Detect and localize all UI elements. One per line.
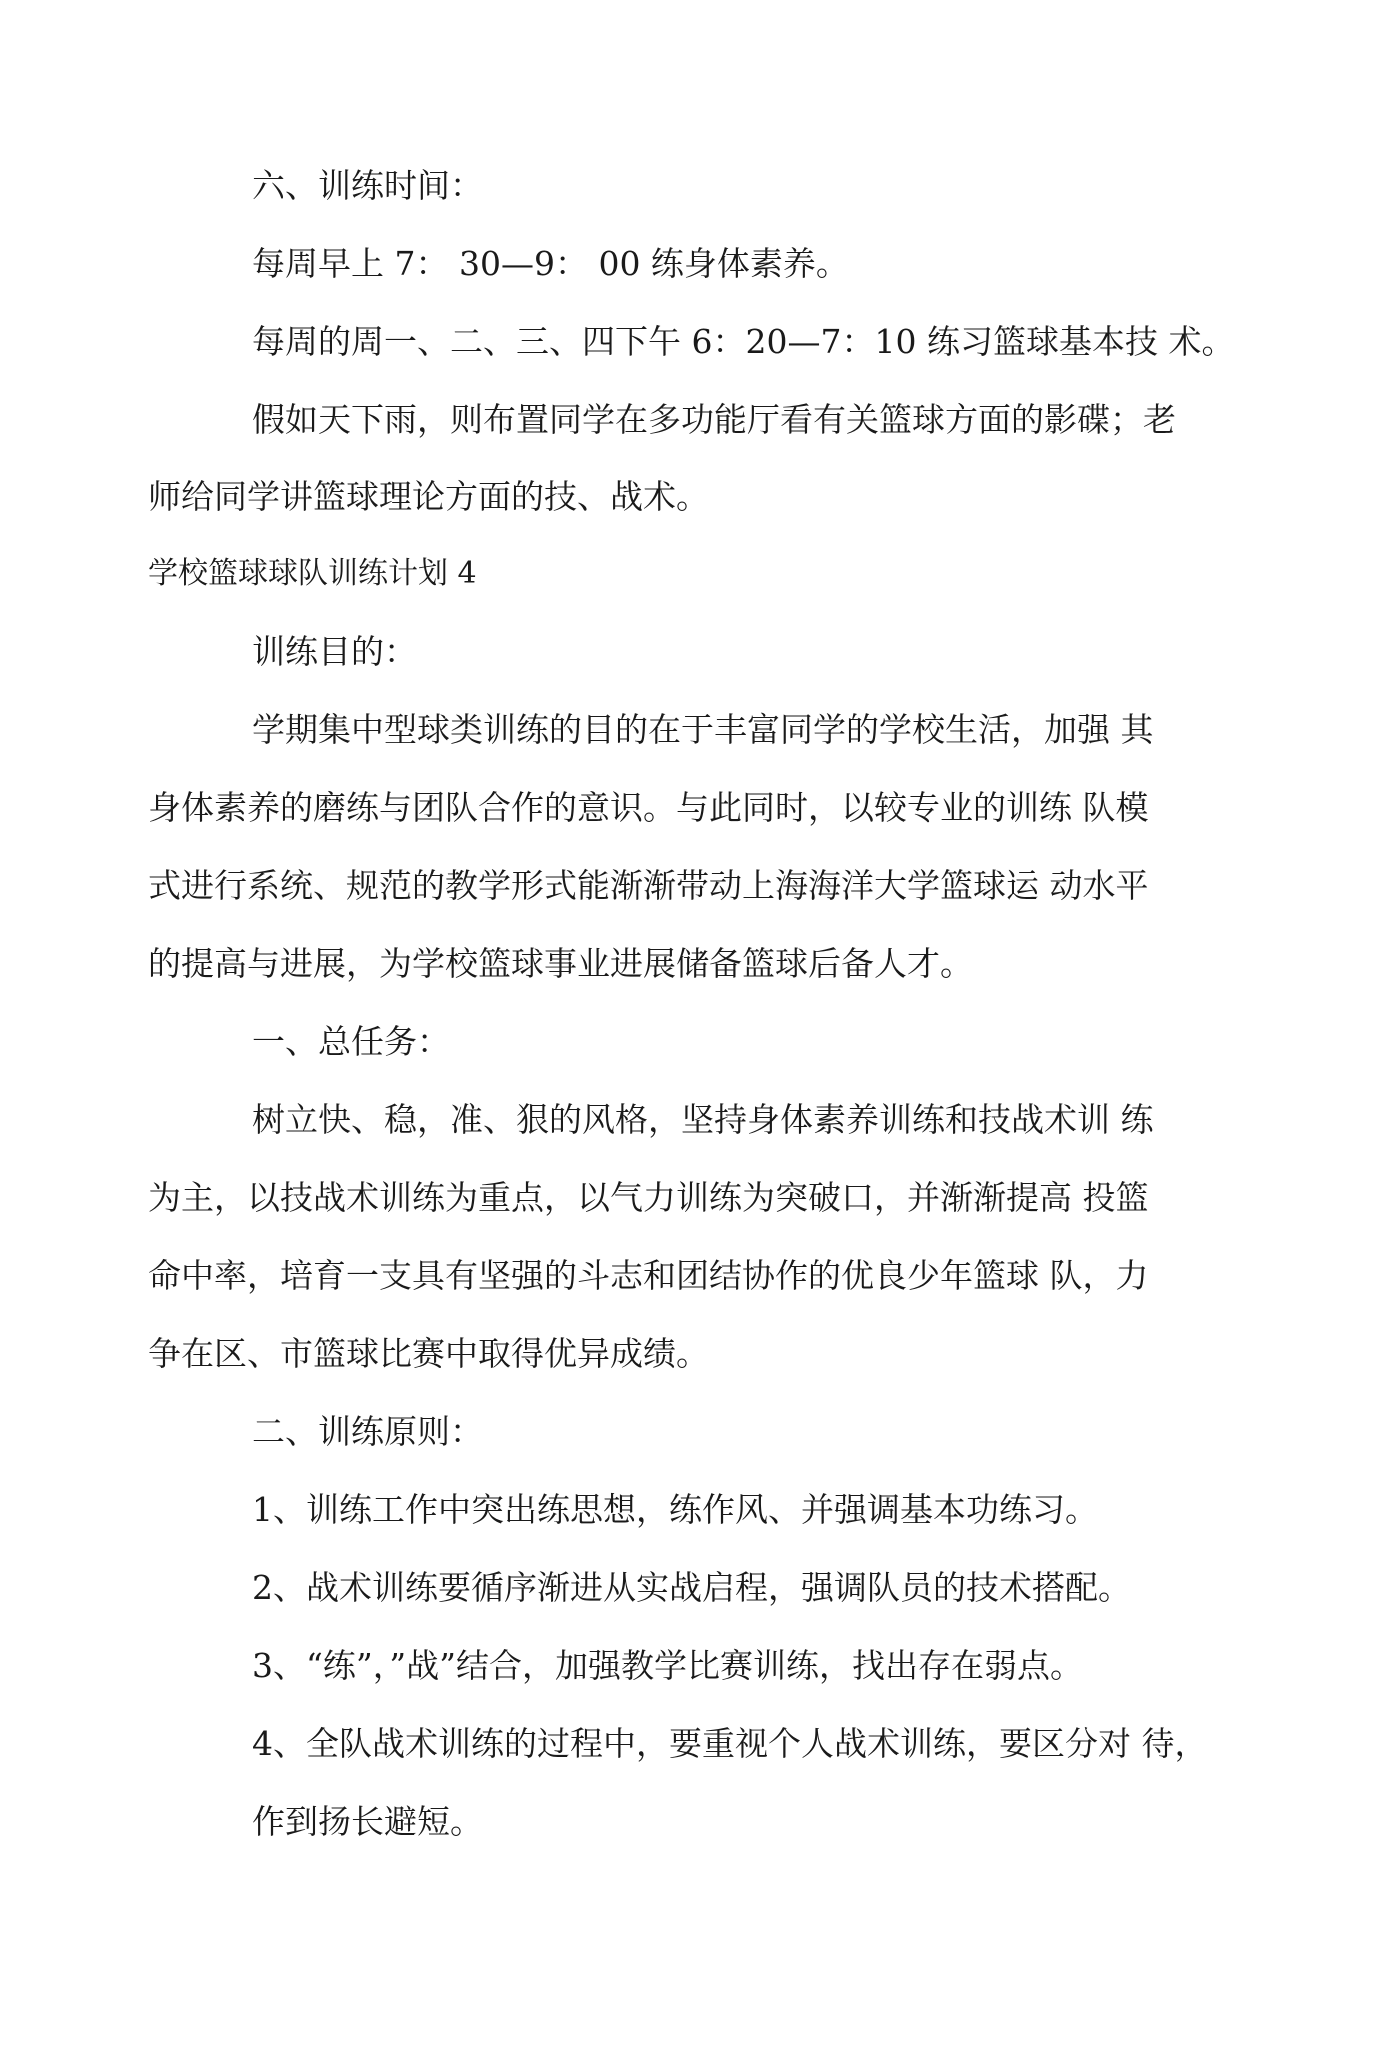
paragraph-line: 的提高与进展，为学校篮球事业进展储备篮球后备人才。: [148, 944, 973, 983]
paragraph-line: 争在区、市篮球比赛中取得优异成绩。: [148, 1334, 709, 1373]
paragraph-line: 为主，以技战术训练为重点，以气力训练为突破口，并渐渐提高 投篮: [148, 1178, 1149, 1217]
paragraph-line: 命中率，培育一支具有坚强的斗志和团结协作的优良少年篮球 队，力: [148, 1256, 1149, 1295]
paragraph-line: 每周的周一、二、三、四下午 6：20—7：10 练习篮球基本技 术。: [252, 322, 1235, 361]
section-heading-training-purpose: 训练目的：: [252, 632, 417, 671]
list-item: 2、战术训练要循序渐进从实战启程，强调队员的技术搭配。: [252, 1568, 1131, 1607]
paragraph-line: 每周早上 7： 30—9： 00 练身体素养。: [252, 244, 849, 283]
paragraph-line: 树立快、稳，准、狠的风格，坚持身体素养训练和技战术训 练: [252, 1100, 1154, 1139]
paragraph-line: 师给同学讲篮球理论方面的技、战术。: [148, 477, 709, 516]
list-item: 3、“练”，”战”结合，加强教学比赛训练，找出存在弱点。: [252, 1646, 1083, 1685]
paragraph-line: 学期集中型球类训练的目的在于丰富同学的学校生活，加强 其: [252, 710, 1154, 749]
paragraph-line: 身体素养的磨练与团队合作的意识。与此同时，以较专业的训练 队模: [148, 788, 1149, 827]
section-heading-training-time: 六、训练时间：: [252, 166, 483, 205]
section-heading-general-task: 一、总任务：: [252, 1022, 450, 1061]
document-subtitle: 学校篮球球队训练计划 4: [148, 556, 477, 591]
paragraph-line: 假如天下雨，则布置同学在多功能厅看有关篮球方面的影碟；老: [252, 400, 1176, 439]
list-item: 1、训练工作中突出练思想，练作风、并强调基本功练习。: [252, 1490, 1098, 1529]
section-heading-training-principles: 二、训练原则：: [252, 1412, 483, 1451]
paragraph-line: 式进行系统、规范的教学形式能渐渐带动上海海洋大学篮球运 动水平: [148, 866, 1149, 905]
list-item: 4、全队战术训练的过程中，要重视个人战术训练，要区分对 待，: [252, 1724, 1208, 1763]
list-item-continuation: 作到扬长避短。: [252, 1802, 483, 1841]
